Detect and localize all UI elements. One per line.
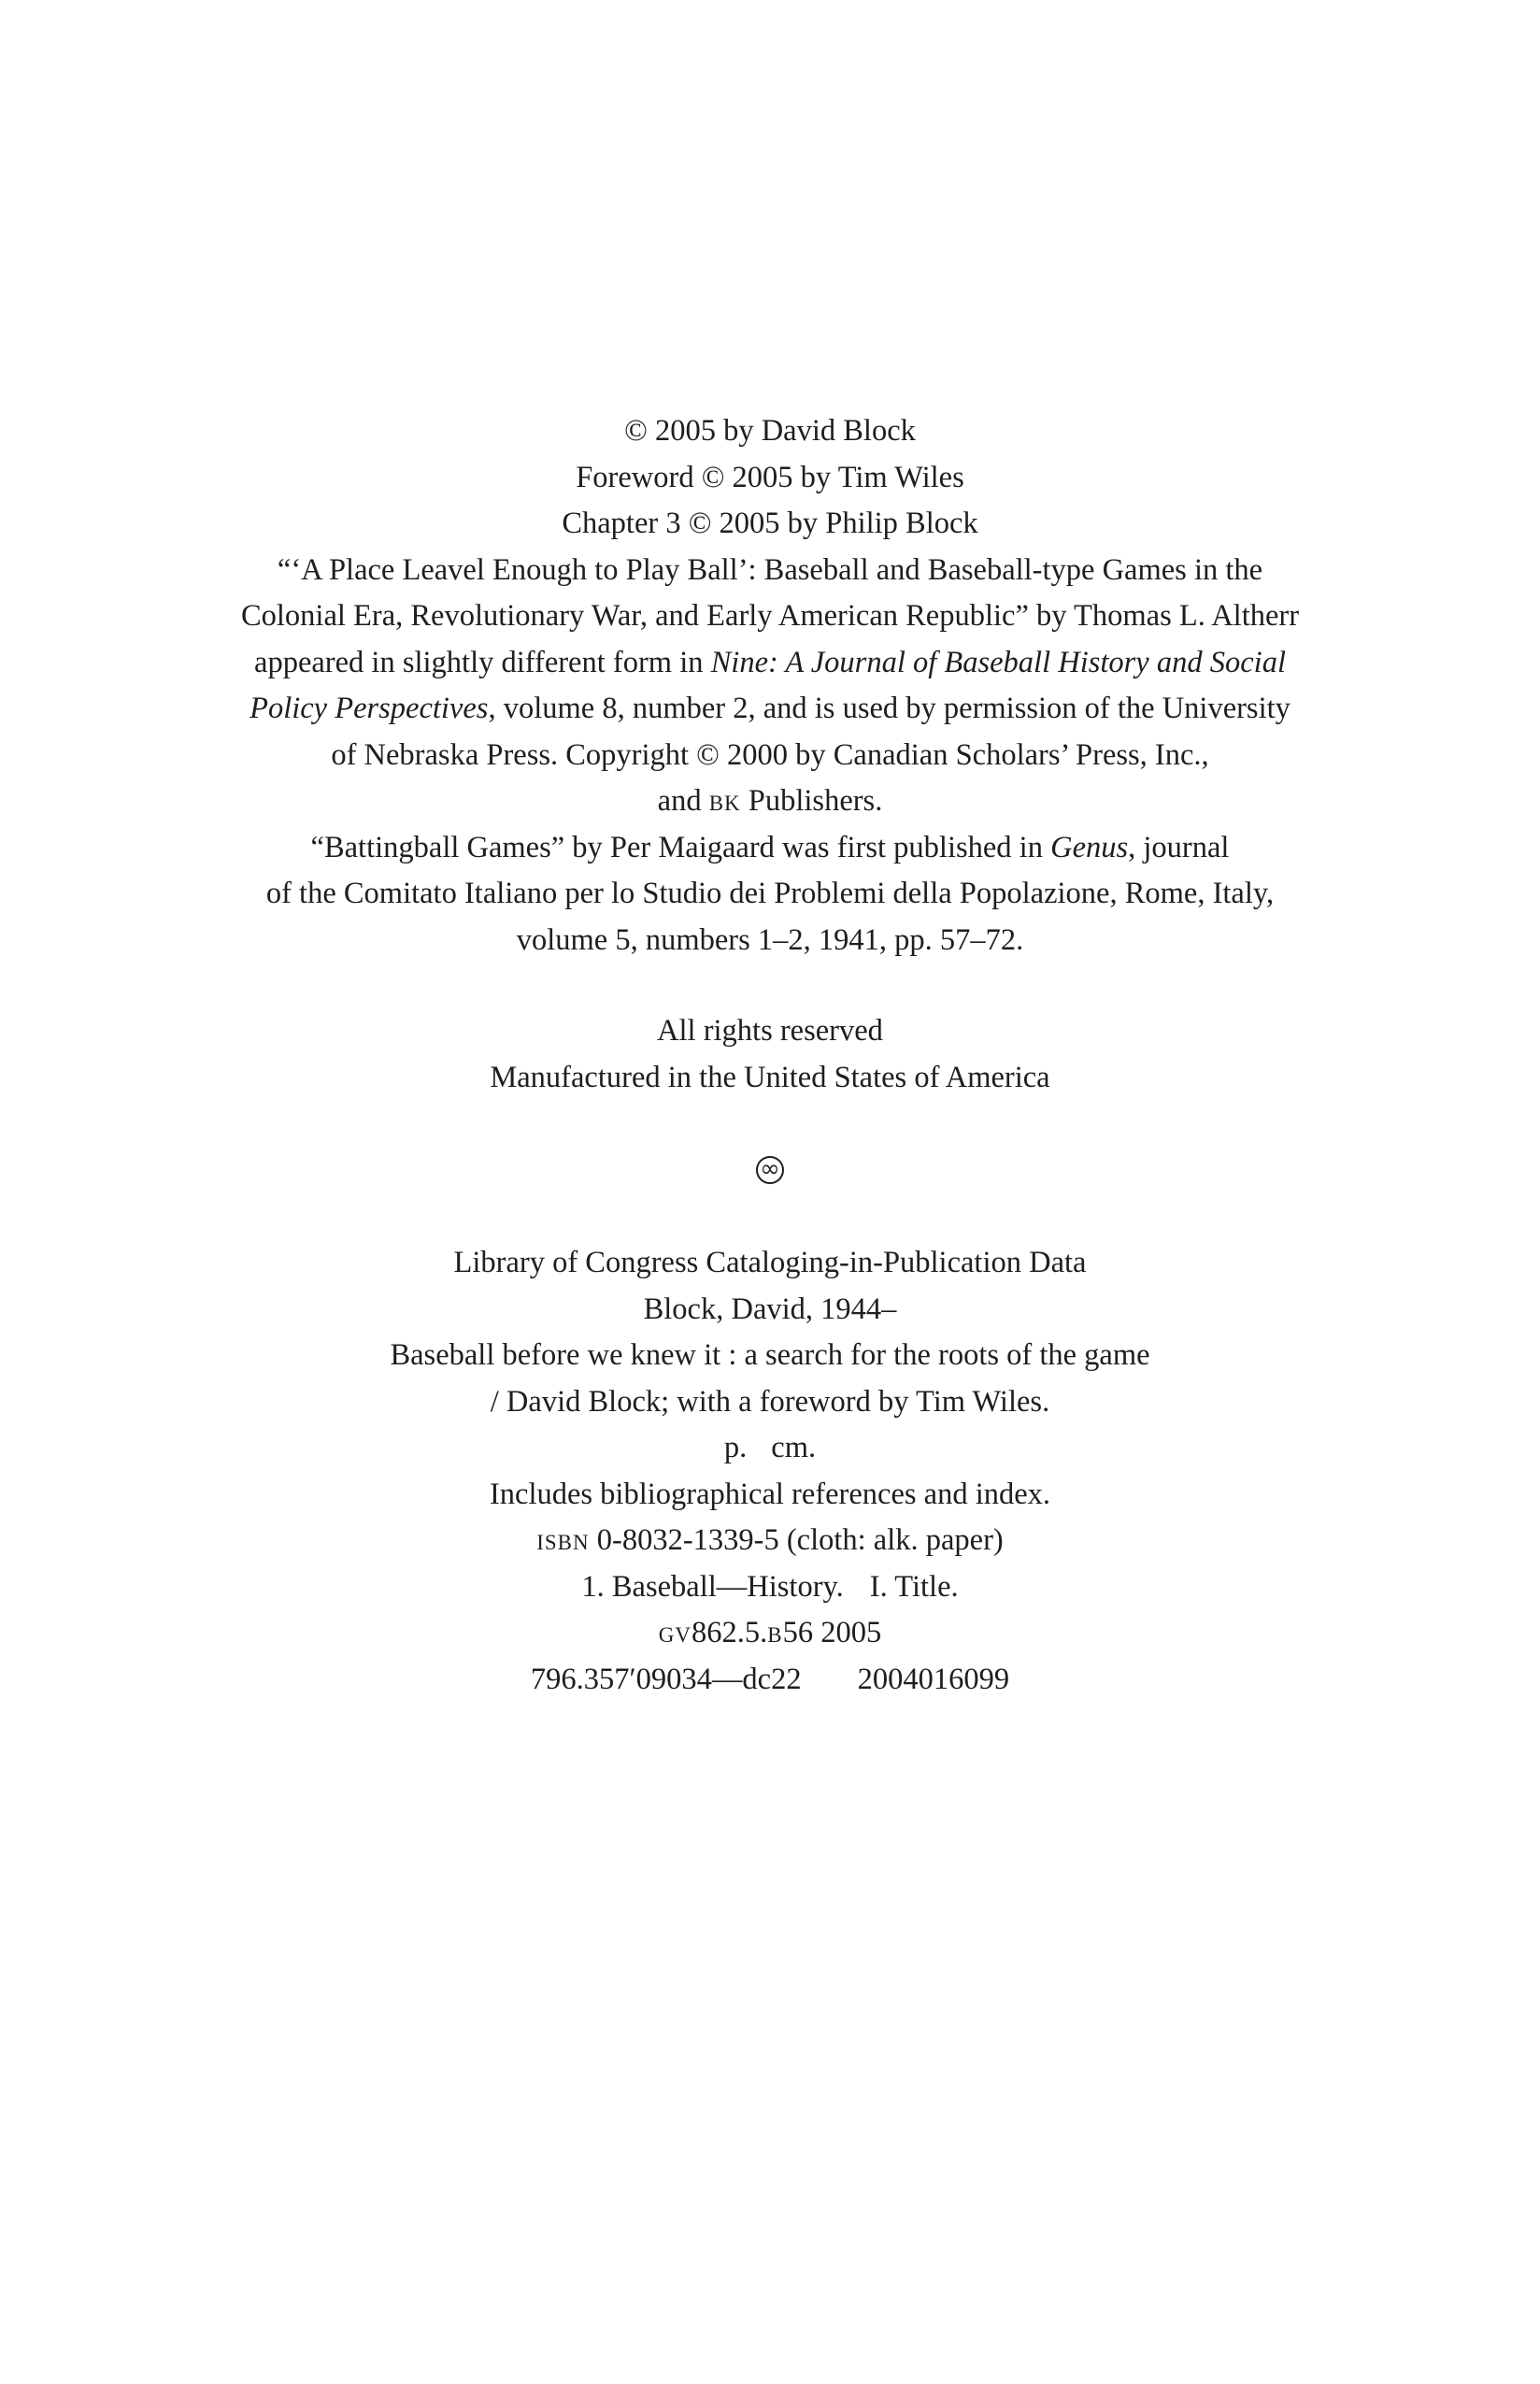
cip-subject: I. Title. <box>869 1569 959 1604</box>
publisher-abbrev: bk <box>708 784 741 818</box>
cip-p: p. <box>723 1431 748 1464</box>
cip-heading: Library of Congress Cataloging-in-Publication Data <box>453 1246 1087 1279</box>
cip-subject: 1. Baseball—History. <box>581 1569 844 1604</box>
credit-text-line: volume 5, numbers 1–2, 1941, pp. 57–72. <box>516 922 1024 957</box>
cip-notes: Includes bibliographical references and index. <box>489 1477 1051 1511</box>
manufactured-line: Manufactured in the United States of America <box>490 1060 1050 1094</box>
credit-text: “Battingball Games” by Per Maigaard was first published in <box>310 830 1051 864</box>
credit-text-line: of the Comitato Italiano per lo Studio dei Problemi della Popolazione, Rome, Italy, <box>265 877 1275 910</box>
credits-block <box>0 408 1540 964</box>
cip-data-block <box>0 1240 1540 1703</box>
chapter-copyright-line: Chapter 3 © 2005 by Philip Block <box>562 507 978 540</box>
credit-text: , volume 8, number 2, and is used by permission of the University <box>488 692 1290 725</box>
credit-text-line: Colonial Era, Revolutionary War, and Early American Republic” by Thomas L. Altherr <box>240 599 1300 633</box>
lcc-cutter: b <box>767 1616 783 1649</box>
journal-title: Nine: A Journal of Baseball History and Social <box>710 645 1286 679</box>
cip-title: Baseball before we knew it : a search for the roots of the game <box>390 1338 1150 1372</box>
infinity-icon: ∞ <box>756 1156 784 1184</box>
credit-text: , journal <box>1128 830 1230 864</box>
credit-text: appeared in slightly different form in <box>254 645 711 679</box>
dewey-number: 796.357′09034—dc22 <box>530 1662 802 1696</box>
paper-permanence-block <box>0 1145 1540 1192</box>
journal-title-cont: Policy Perspectives <box>250 692 489 725</box>
credit-text: and <box>657 784 709 818</box>
journal-name: Genus <box>1050 830 1129 864</box>
lcc-number: 862.5. <box>692 1616 768 1649</box>
isbn-value: 0-8032-1339-5 (cloth: alk. paper) <box>589 1523 1004 1557</box>
lcc-class: gv <box>658 1616 692 1649</box>
credit-text-line <box>0 686 1540 733</box>
credit-text-line <box>0 640 1540 687</box>
isbn-label: isbn <box>536 1523 590 1557</box>
cip-physical <box>0 1425 1540 1472</box>
cip-author: Block, David, 1944– <box>643 1292 897 1326</box>
credit-text-line <box>0 778 1540 825</box>
cip-dewey-lccn <box>0 1657 1540 1704</box>
cip-title-cont: / David Block; with a foreword by Tim Wiles. <box>490 1384 1050 1419</box>
rights-block <box>0 1008 1540 1101</box>
credit-text-line: of Nebraska Press. Copyright © 2000 by Canadian Scholars’ Press, Inc., <box>331 737 1209 772</box>
cip-isbn <box>0 1518 1540 1564</box>
cip-cm: cm. <box>771 1431 817 1464</box>
rights-reserved: All rights reserved <box>657 1014 883 1048</box>
credit-text-line: “‘A Place Leavel Enough to Play Ball’: Baseball and Baseball-type Games in the <box>277 552 1263 587</box>
lccn-number: 2004016099 <box>857 1662 1010 1696</box>
cip-lcc <box>0 1610 1540 1657</box>
credit-text: Publishers. <box>740 784 883 818</box>
copyright-line: © 2005 by David Block <box>624 414 916 448</box>
cip-subjects <box>0 1564 1540 1611</box>
credit-text-line <box>0 825 1540 872</box>
lcc-cutter-number: 56 2005 <box>782 1616 882 1649</box>
foreword-copyright-line: Foreword © 2005 by Tim Wiles <box>576 460 964 494</box>
